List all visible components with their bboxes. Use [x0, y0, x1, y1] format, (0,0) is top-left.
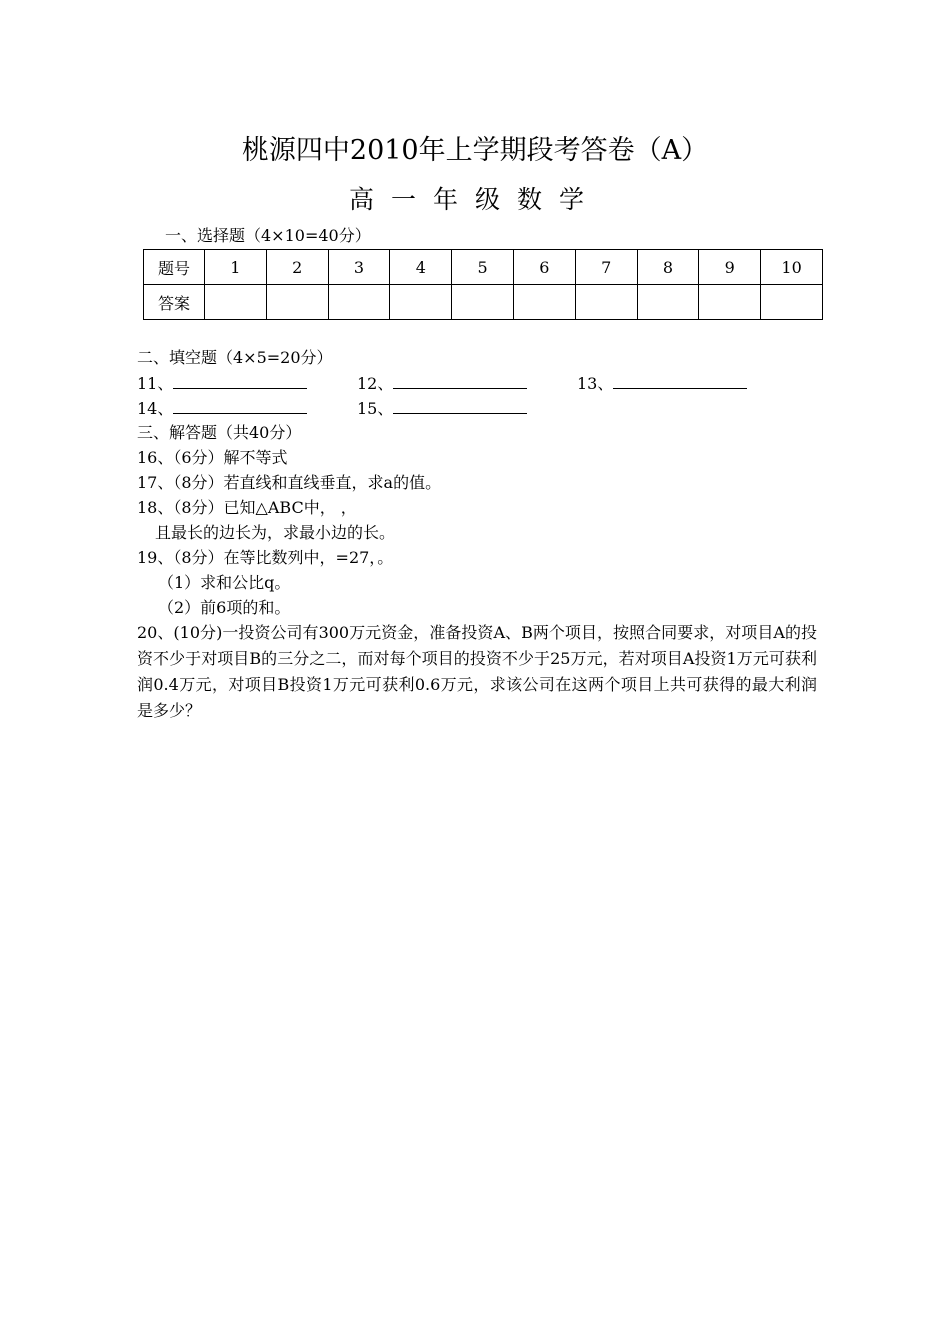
section1-heading: 一、选择题（4×10=40分）	[165, 226, 371, 245]
blank-label: 14、	[137, 399, 174, 418]
question-number-cell: 4	[390, 250, 452, 285]
blank-label: 13、	[577, 374, 614, 393]
question-number-cell: 7	[575, 250, 637, 285]
question-20: 20、(10分)一投资公司有300万元资金，准备投资A、B两个项目，按照合同要求，对项目A的投资不少于对项目B的三分之二，而对每个项目的投资不少于25万元，若对项目A投资1万元可获利润0.4万元，对项目B投资1万元可获利0.6万元，求该公司在这两个项目上共可获得的最大利润是多少？	[137, 623, 817, 720]
answer-cell[interactable]	[761, 285, 823, 320]
row-label-answer: 答案	[144, 285, 205, 320]
question-number-cell: 3	[328, 250, 390, 285]
question-number-cell: 6	[513, 250, 575, 285]
answer-cell[interactable]	[328, 285, 390, 320]
blank-label: 12、	[357, 374, 394, 393]
answer-cell[interactable]	[699, 285, 761, 320]
question-number-cell: 9	[699, 250, 761, 285]
blank-line[interactable]	[393, 399, 527, 414]
blank-line[interactable]	[393, 374, 527, 389]
blank-line[interactable]	[613, 374, 747, 389]
answer-cell[interactable]	[390, 285, 452, 320]
question-18: 18、（8分）已知△ABC中， ，	[137, 498, 357, 517]
blank-label: 11、	[137, 374, 174, 393]
blank-item-13	[577, 373, 747, 395]
table-row-answers	[144, 285, 823, 320]
blank-item-15	[357, 398, 527, 420]
question-19-part-1: （1）求和公比q。	[158, 573, 291, 592]
exam-title: 桃源四中2010年上学期段考答卷（A）	[241, 135, 709, 166]
exam-subtitle: 高一年级数学	[348, 185, 601, 214]
row-label-number: 题号	[144, 250, 205, 285]
blank-line[interactable]	[173, 399, 307, 414]
answer-cell[interactable]	[266, 285, 328, 320]
blank-label: 15、	[357, 399, 394, 418]
answer-cell[interactable]	[205, 285, 267, 320]
section3-heading: 三、解答题（共40分）	[137, 423, 302, 442]
answer-cell[interactable]	[452, 285, 514, 320]
blank-item-12	[357, 373, 527, 395]
question-number-cell: 10	[761, 250, 823, 285]
section2-heading: 二、填空题（4×5=20分）	[137, 348, 333, 367]
question-19: 19、（8分）在等比数列中，=27，。	[137, 548, 394, 567]
blank-item-14	[137, 398, 307, 420]
question-number-cell: 1	[205, 250, 267, 285]
answer-table	[143, 249, 823, 320]
answer-cell[interactable]	[637, 285, 699, 320]
table-row-numbers	[144, 250, 823, 285]
answer-cell[interactable]	[575, 285, 637, 320]
question-18-continued: 且最长的边长为，求最小边的长。	[155, 523, 396, 542]
answer-cell[interactable]	[513, 285, 575, 320]
blank-item-11	[137, 373, 307, 395]
question-number-cell: 5	[452, 250, 514, 285]
blank-line[interactable]	[173, 374, 307, 389]
question-19-part-2: （2）前6项的和。	[158, 598, 291, 617]
question-number-cell: 2	[266, 250, 328, 285]
question-17: 17、（8分）若直线和直线垂直，求a的值。	[137, 473, 442, 492]
question-number-cell: 8	[637, 250, 699, 285]
question-16: 16、（6分）解不等式	[137, 448, 288, 467]
